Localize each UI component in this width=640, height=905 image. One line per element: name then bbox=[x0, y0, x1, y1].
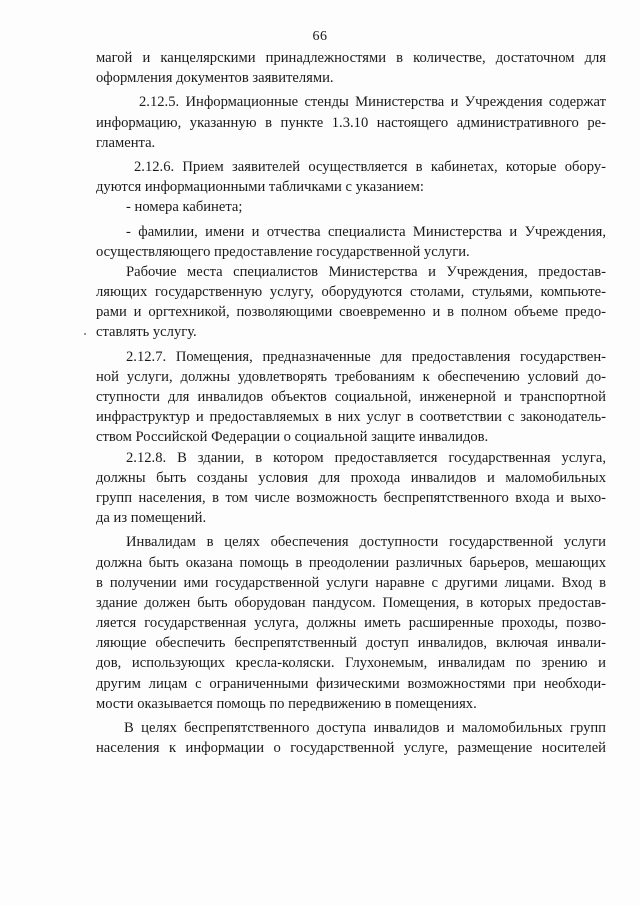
text-line: инфраструктур и предоставляемых в них услуг в соответствии с законодатель- bbox=[96, 409, 606, 426]
text-line: населения к информации о государственной услуге, размещение носителей bbox=[96, 740, 606, 757]
text-line: ступности для инвалидов объектов социальной, инженерной и транспортной bbox=[96, 389, 606, 405]
text-line: ляющих государственную услугу, оборудуются столами, стульями, компьюте- bbox=[96, 284, 606, 301]
text-line: ством Российской Федерации о социальной защите инвалидов. bbox=[96, 429, 489, 446]
text-line: ляется государственная услуга, должны иметь расширенные проходы, позво- bbox=[96, 615, 606, 632]
text-line: должны быть созданы условия для прохода инвалидов и маломобильных bbox=[96, 469, 606, 486]
text-line: должна быть оказана помощь в преодолении различных барьеров, мешающих bbox=[96, 554, 606, 571]
text-line: другим лицам с ограниченными физическими возможностями при необходи- bbox=[96, 675, 606, 692]
text-line: мости оказывается помощь по передвижению в помещениях. bbox=[96, 695, 477, 712]
text-line: Рабочие места специалистов Министерства и Учреждения, предостав- bbox=[126, 263, 606, 280]
text-line: ставлять услугу. bbox=[96, 324, 197, 341]
text-line: в получении ими государственной услуги наравне с другими лицами. Вход в bbox=[96, 574, 606, 591]
text-line: - номера кабинета; bbox=[126, 199, 243, 216]
text-line: 2.12.8. В здании, в котором предоставляется государственная услуга, bbox=[126, 449, 606, 466]
text-line: 2.12.7. Помещения, предназначенные для предоставления государствен- bbox=[126, 348, 606, 365]
text-line: 2.12.6. Прием заявителей осуществляется в кабинетах, которые обору- bbox=[134, 158, 606, 175]
text-line: - фамилии, имени и отчества специалиста Министерства и Учреждения, bbox=[126, 223, 606, 240]
text-line: В целях беспрепятственного доступа инвалидов и маломобильных групп bbox=[124, 720, 606, 736]
text-line: осуществляющего предоставление государственной услуги. bbox=[96, 243, 470, 260]
text-line: информацию, указанную в пункте 1.3.10 настоящего административного ре- bbox=[96, 114, 606, 131]
scan-speck bbox=[84, 333, 86, 335]
text-line: Инвалидам в целях обеспечения доступности государственной услуги bbox=[126, 534, 606, 551]
text-line: 2.12.5. Информационные стенды Министерства и Учреждения содержат bbox=[139, 94, 606, 111]
text-line: дуются информационными табличками с указанием: bbox=[96, 179, 424, 196]
text-line: ляющие обеспечить беспрепятственный доступ инвалидов, включая инвали- bbox=[96, 635, 606, 652]
page-number: 66 bbox=[312, 29, 328, 44]
text-line: дов, использующих кресла-коляски. Глухонемым, инвалидам по зрению и bbox=[96, 655, 606, 672]
text-line: да из помещений. bbox=[96, 510, 207, 527]
text-line: здание должен быть оборудован пандусом. Помещения, в которых предостав- bbox=[96, 594, 606, 611]
text-line: магой и канцелярскими принадлежностями в количестве, достаточном для bbox=[96, 50, 606, 66]
document-body bbox=[96, 48, 606, 758]
text-line: групп населения, в том числе возможность беспрепятственного входа и выхо- bbox=[96, 489, 606, 506]
text-line: рами и оргтехникой, позволяющими своевременно и в полном объеме предо- bbox=[96, 304, 606, 321]
text-line: оформления документов заявителями. bbox=[96, 70, 334, 87]
text-line: гламента. bbox=[96, 134, 156, 151]
text-line: ной услуги, должны удовлетворять требованиям к обеспечению условий до- bbox=[96, 368, 606, 385]
